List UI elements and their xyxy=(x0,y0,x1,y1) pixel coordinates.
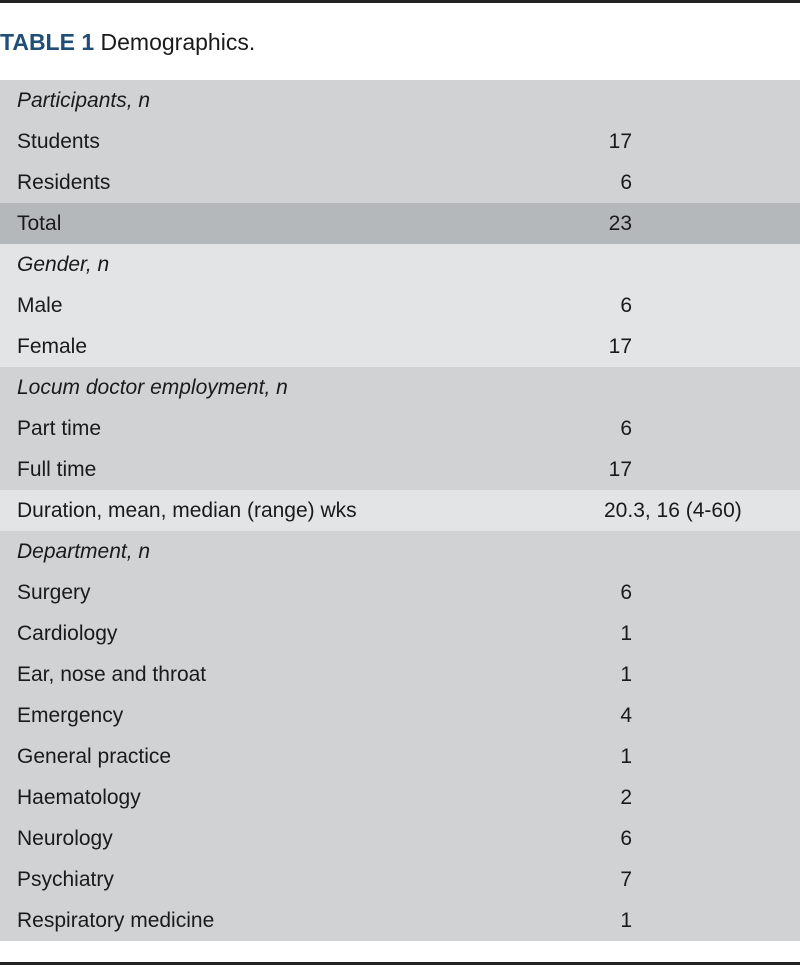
row-value: 6 xyxy=(620,827,632,850)
section-heading-employment xyxy=(0,367,800,408)
section-heading-label: Department, n xyxy=(17,540,151,563)
section-heading-participants xyxy=(0,80,800,121)
row-label: Total xyxy=(17,212,62,235)
row-value: 6 xyxy=(620,417,632,440)
section-heading-label: Participants, n xyxy=(17,89,151,112)
table-row xyxy=(0,449,800,490)
bottom-rule xyxy=(0,962,800,965)
row-value: 7 xyxy=(620,868,632,891)
demographics-table xyxy=(0,80,800,941)
table-row xyxy=(0,654,800,695)
table-number: TABLE 1 xyxy=(0,29,95,55)
table-caption xyxy=(0,28,255,56)
row-value: 23 xyxy=(608,212,632,235)
row-value: 6 xyxy=(620,581,632,604)
row-label: Part time xyxy=(17,417,102,440)
row-value: 6 xyxy=(620,294,632,317)
row-label: Psychiatry xyxy=(17,868,114,891)
table-row xyxy=(0,572,800,613)
table-row xyxy=(0,859,800,900)
table-row xyxy=(0,408,800,449)
section-heading-label: Gender, n xyxy=(17,253,110,276)
row-value: 6 xyxy=(620,171,632,194)
duration-row xyxy=(0,490,800,531)
table-row xyxy=(0,613,800,654)
row-label: Emergency xyxy=(17,704,124,727)
row-label: Residents xyxy=(17,171,111,194)
top-rule xyxy=(0,0,800,3)
row-value: 17 xyxy=(608,130,632,153)
row-label: General practice xyxy=(17,745,172,768)
table-row xyxy=(0,777,800,818)
table-title: Demographics. xyxy=(100,29,256,55)
row-label: Full time xyxy=(17,458,97,481)
row-label: Respiratory medicine xyxy=(17,909,215,932)
row-value: 1 xyxy=(620,622,632,645)
row-label: Neurology xyxy=(17,827,113,850)
table-row xyxy=(0,736,800,777)
row-label: Male xyxy=(17,294,63,317)
table-row xyxy=(0,285,800,326)
row-label: Duration, mean, median (range) wks xyxy=(17,499,357,522)
table-row xyxy=(0,162,800,203)
row-value: 2 xyxy=(620,786,632,809)
row-value: 1 xyxy=(620,663,632,686)
table-row xyxy=(0,900,800,941)
table-row xyxy=(0,695,800,736)
row-label: Students xyxy=(17,130,100,153)
table-row xyxy=(0,121,800,162)
row-value: 17 xyxy=(608,458,632,481)
row-value: 17 xyxy=(608,335,632,358)
row-label: Female xyxy=(17,335,88,358)
row-value: 1 xyxy=(620,909,632,932)
total-row xyxy=(0,203,800,244)
row-label: Surgery xyxy=(17,581,91,604)
row-label: Ear, nose and throat xyxy=(17,663,207,686)
row-label: Cardiology xyxy=(17,622,118,645)
section-heading-label: Locum doctor employment, n xyxy=(17,376,288,399)
table-row xyxy=(0,818,800,859)
row-label: Haematology xyxy=(17,786,141,809)
row-value: 4 xyxy=(620,704,632,727)
section-heading-gender xyxy=(0,244,800,285)
row-value: 20.3, 16 (4-60) xyxy=(604,499,742,522)
row-value: 1 xyxy=(620,745,632,768)
table-row xyxy=(0,326,800,367)
section-heading-department xyxy=(0,531,800,572)
